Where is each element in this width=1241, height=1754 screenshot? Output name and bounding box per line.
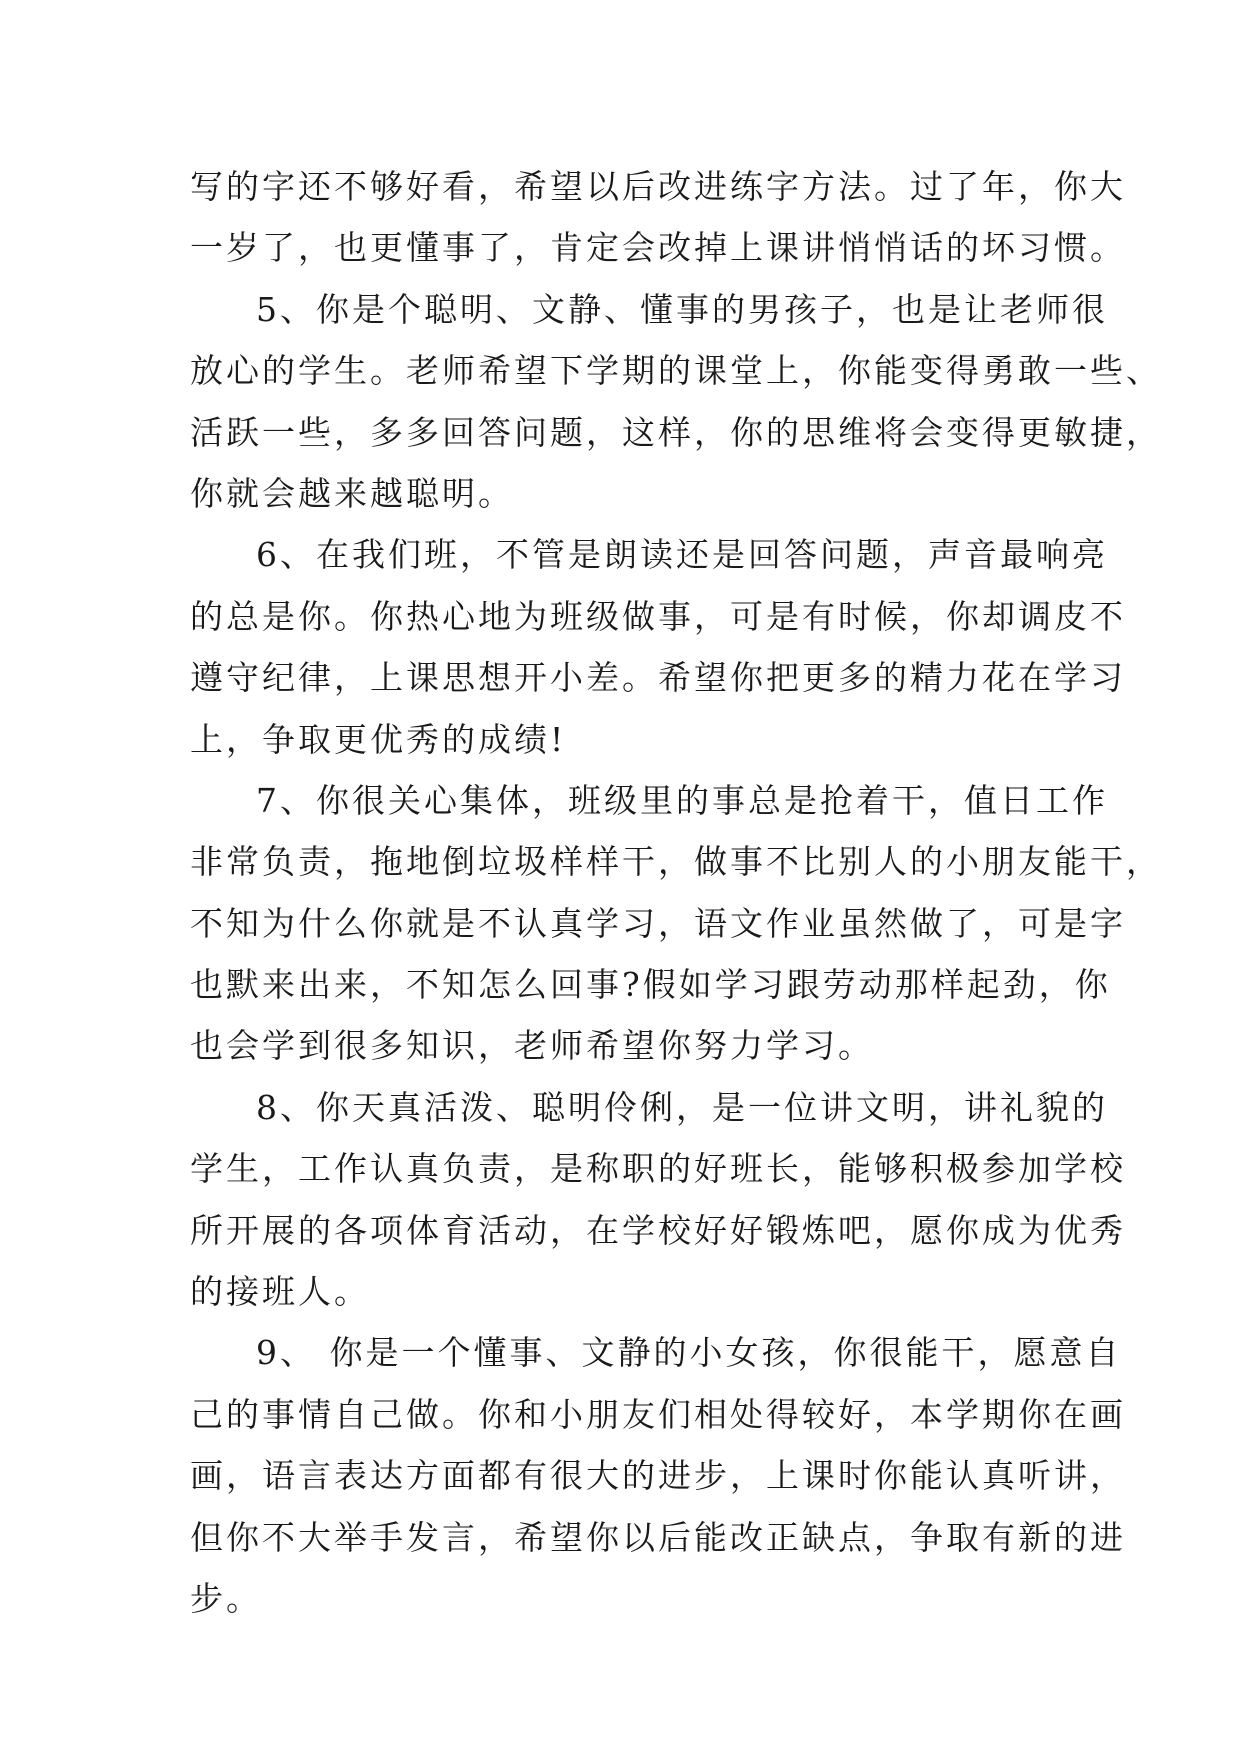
paragraph-first-line: 8、你天真活泼、聪明伶俐，是一位讲文明，讲礼貌的 [256,1087,1108,1127]
paragraph-first-line: 5、你是个聪明、文静、懂事的男孩子，也是让老师很 [256,289,1108,329]
text-line: 的接班人。 [190,1272,370,1312]
body-text [190,156,1162,1629]
text-line: 也默来出来，不知怎么回事?假如学习跟劳动那样起劲，你 [190,965,1111,1005]
text-line: 一岁了，也更懂事了，肯定会改掉上课讲悄悄话的坏习惯。 [190,228,1126,268]
text-line: 的总是你。你热心地为班级做事，可是有时候，你却调皮不 [190,596,1126,636]
text-line: 学生，工作认真负责，是称职的好班长，能够积极参加学校 [190,1149,1126,1189]
text-line: 所开展的各项体育活动，在学校好好锻炼吧，愿你成为优秀 [190,1210,1126,1250]
text-line: 不知为什么你就是不认真学习，语文作业虽然做了，可是字 [190,903,1126,943]
text-line: 放心的学生。老师希望下学期的课堂上，你能变得勇敢一些、 [190,351,1162,391]
text-line: 你就会越来越聪明。 [190,473,514,513]
text-line: 上，争取更优秀的成绩! [190,719,567,759]
text-line: 但你不大举手发言，希望你以后能改正缺点，争取有新的进 [190,1517,1126,1557]
paragraph-first-line: 9、 你是一个懂事、文静的小女孩，你很能干，愿意自 [256,1333,1122,1373]
text-line: 非常负责，拖地倒垃圾样样干，做事不比别人的小朋友能干， [190,842,1162,882]
text-line: 也会学到很多知识，老师希望你努力学习。 [190,1026,874,1066]
text-line: 画，语言表达方面都有很大的进步，上课时你能认真听讲， [190,1456,1126,1496]
paragraph-first-line: 7、你很关心集体，班级里的事总是抢着干，值日工作 [256,780,1108,820]
paragraph-first-line: 6、在我们班，不管是朗读还是回答问题，声音最响亮 [256,535,1108,575]
text-line: 己的事情自己做。你和小朋友们相处得较好，本学期你在画 [190,1394,1126,1434]
text-line: 活跃一些，多多回答问题，这样，你的思维将会变得更敏捷， [190,412,1162,452]
text-line: 遵守纪律，上课思想开小差。希望你把更多的精力花在学习 [190,658,1126,698]
text-line: 步。 [190,1578,262,1618]
text-line: 写的字还不够好看，希望以后改进练字方法。过了年，你大 [190,167,1126,206]
